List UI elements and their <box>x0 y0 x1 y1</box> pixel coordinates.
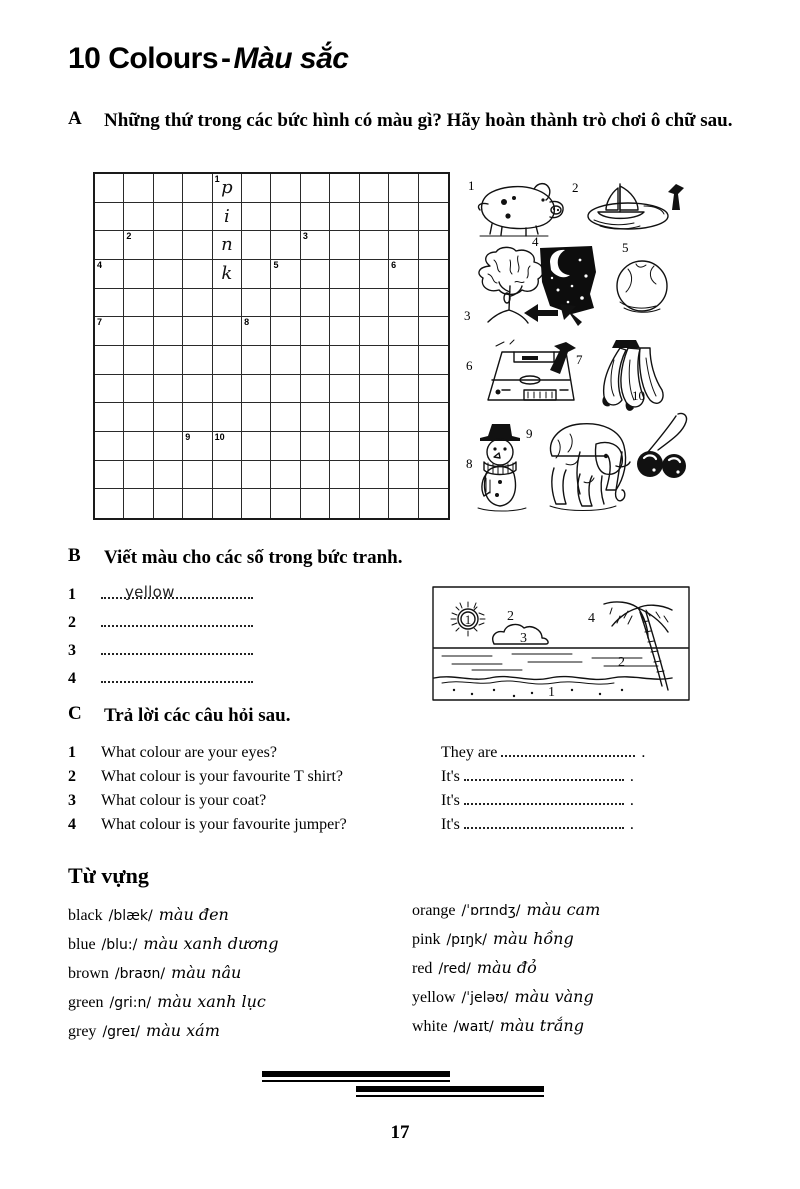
vocabulary-word: yellow <box>412 989 456 1006</box>
crossword-cell-r6-c12[interactable] <box>419 317 448 346</box>
section-c-answer-blank[interactable] <box>501 743 635 757</box>
crossword-cell-r7-c12[interactable] <box>419 346 448 375</box>
vocabulary-word: blue <box>68 936 96 953</box>
section-b-answer-text: yellow <box>125 583 175 601</box>
page-title-vietnamese: Màu sắc <box>233 42 349 75</box>
crossword-cell-r9-c9[interactable] <box>330 403 359 432</box>
picture-snowman <box>466 420 534 512</box>
picture-number-8: 8 <box>466 456 473 471</box>
vocabulary-pronunciation: /red/ <box>438 961 471 977</box>
crossword-cell-r2-c7[interactable] <box>271 203 300 232</box>
crossword-cell-r4-c6[interactable] <box>242 260 271 289</box>
crossword-cell-r6-c3[interactable] <box>154 317 183 346</box>
picture-cherries <box>632 388 692 486</box>
crossword-cell-r11-c4[interactable] <box>183 461 212 490</box>
footer-rule-upper-thick <box>262 1071 450 1077</box>
picture-number-4: 4 <box>532 234 539 249</box>
crossword-cell-r10-c2[interactable] <box>124 432 153 461</box>
picture-number-5: 5 <box>622 240 629 255</box>
crossword-cell-r11-c12[interactable] <box>419 461 448 490</box>
crossword-cell-r8-c9[interactable] <box>330 375 359 404</box>
crossword-cell-r1-c4[interactable] <box>183 174 212 203</box>
section-c-item-number: 3 <box>68 792 76 809</box>
crossword-cell-r8-c5[interactable] <box>213 375 242 404</box>
vocabulary-translation: màu cam <box>526 900 601 919</box>
picture-football-pitch <box>466 340 580 412</box>
crossword-cell-r3-c3[interactable] <box>154 231 183 260</box>
crossword-cell-r9-c8[interactable] <box>301 403 330 432</box>
vocabulary-column-right <box>412 900 742 1045</box>
section-c-answer <box>441 815 634 834</box>
vocabulary-translation: màu xanh dương <box>143 934 279 953</box>
crossword-cell-r8-c8[interactable] <box>301 375 330 404</box>
vocabulary-translation: màu vàng <box>514 987 594 1006</box>
crossword-clue-number: 1 <box>214 174 220 184</box>
crossword-cell-r2-c5[interactable] <box>213 203 242 232</box>
crossword-cell-r2-c10[interactable] <box>360 203 389 232</box>
vocabulary-translation: màu đen <box>158 905 229 924</box>
section-c-row <box>68 767 728 791</box>
section-c-answer <box>441 767 634 786</box>
crossword-cell-r11-c11[interactable] <box>389 461 418 490</box>
section-c-instruction: Trả lời các câu hỏi sau. <box>104 705 291 726</box>
crossword-cell-r4-c9[interactable] <box>330 260 359 289</box>
crossword-cell-r9-c4[interactable] <box>183 403 212 432</box>
crossword-filled-letter: n <box>221 234 233 256</box>
crossword-cell-r7-c7[interactable] <box>271 346 300 375</box>
section-c-answer-period: . <box>629 792 634 809</box>
crossword-clue-number: 8 <box>244 317 250 328</box>
section-c-row <box>68 743 728 767</box>
section-c-answer-lead: It's <box>441 816 460 833</box>
crossword-cell-r3-c5[interactable] <box>213 231 242 260</box>
crossword-cell-r12-c6[interactable] <box>242 489 271 518</box>
beach-label-sky: 2 <box>507 609 514 624</box>
picture-number-2: 2 <box>572 180 579 195</box>
footer-rule-lower-thick <box>356 1086 544 1092</box>
crossword-cell-r5-c7[interactable] <box>271 289 300 318</box>
crossword-cell-r1-c2[interactable] <box>124 174 153 203</box>
crossword-cell-r7-c10[interactable] <box>360 346 389 375</box>
crossword-cell-r4-c2[interactable] <box>124 260 153 289</box>
section-a-instruction: Những thứ trong các bức hình có màu gì? Hãy hoàn thành trò chơi ô chữ sau. <box>104 110 733 131</box>
vocabulary-entry <box>412 1016 742 1045</box>
crossword-cell-r6-c6[interactable] <box>242 317 271 346</box>
vocabulary-word: grey <box>68 1023 97 1040</box>
section-b-answer-list <box>68 583 398 695</box>
crossword-cell-r10-c12[interactable] <box>419 432 448 461</box>
vocabulary-word: green <box>68 994 104 1011</box>
vocabulary-word: red <box>412 960 433 977</box>
crossword-cell-r3-c6[interactable] <box>242 231 271 260</box>
crossword-cell-r9-c2[interactable] <box>124 403 153 432</box>
crossword-cell-r2-c2[interactable] <box>124 203 153 232</box>
crossword-cell-r8-c3[interactable] <box>154 375 183 404</box>
crossword-cell-r4-c10[interactable] <box>360 260 389 289</box>
page-title-dash: - <box>221 42 231 75</box>
section-b-letter: B <box>68 545 81 566</box>
crossword-cell-r3-c4[interactable] <box>183 231 212 260</box>
crossword-cell-r8-c1[interactable] <box>95 375 124 404</box>
picture-sailing-boat-on-water <box>572 176 688 238</box>
crossword-cell-r7-c11[interactable] <box>389 346 418 375</box>
section-b-row <box>68 639 398 667</box>
crossword-cell-r11-c3[interactable] <box>154 461 183 490</box>
vocabulary-pronunciation: /ˈɒrɪndʒ/ <box>461 903 521 919</box>
crossword-cell-r3-c8[interactable] <box>301 231 330 260</box>
vocabulary-entry <box>68 934 398 963</box>
section-b-answer-blank[interactable] <box>101 667 253 683</box>
section-b-heading <box>68 545 568 570</box>
section-b-row <box>68 583 398 611</box>
crossword-cell-r6-c8[interactable] <box>301 317 330 346</box>
section-c-answer-period: . <box>629 816 634 833</box>
section-c-row <box>68 815 728 839</box>
crossword-cell-r8-c6[interactable] <box>242 375 271 404</box>
section-b-answer-blank[interactable] <box>101 639 253 655</box>
crossword-cell-r3-c12[interactable] <box>419 231 448 260</box>
crossword-cell-r12-c7[interactable] <box>271 489 300 518</box>
vocabulary-word: pink <box>412 931 441 948</box>
crossword-grid[interactable] <box>93 172 450 520</box>
crossword-cell-r2-c11[interactable] <box>389 203 418 232</box>
crossword-cell-r12-c5[interactable] <box>213 489 242 518</box>
crossword-cell-r1-c6[interactable] <box>242 174 271 203</box>
crossword-cell-r9-c1[interactable] <box>95 403 124 432</box>
crossword-filled-letter: i <box>223 205 230 227</box>
section-a-letter: A <box>68 108 82 129</box>
picture-panel <box>462 168 690 520</box>
crossword-cell-r9-c11[interactable] <box>389 403 418 432</box>
section-b-item-number: 2 <box>68 614 76 631</box>
crossword-cell-r10-c10[interactable] <box>360 432 389 461</box>
crossword-cell-r11-c1[interactable] <box>95 461 124 490</box>
crossword-cell-r3-c1[interactable] <box>95 231 124 260</box>
vocabulary-pronunciation: /pɪŋk/ <box>446 932 487 948</box>
crossword-clue-number: 6 <box>391 259 397 270</box>
crossword-cell-r10-c4[interactable] <box>183 432 212 461</box>
section-b-row <box>68 667 398 695</box>
crossword-cell-r5-c6[interactable] <box>242 289 271 318</box>
crossword-cell-r1-c3[interactable] <box>154 174 183 203</box>
crossword-cell-r6-c10[interactable] <box>360 317 389 346</box>
crossword-cell-r5-c4[interactable] <box>183 289 212 318</box>
crossword-cell-r7-c8[interactable] <box>301 346 330 375</box>
crossword-cell-r1-c12[interactable] <box>419 174 448 203</box>
crossword-cell-r10-c9[interactable] <box>330 432 359 461</box>
vocabulary-word: brown <box>68 965 109 982</box>
crossword-cell-r1-c9[interactable] <box>330 174 359 203</box>
crossword-cell-r5-c1[interactable] <box>95 289 124 318</box>
crossword-cell-r12-c12[interactable] <box>419 489 448 518</box>
vocabulary-entry <box>68 992 398 1021</box>
crossword-cell-r12-c11[interactable] <box>389 489 418 518</box>
picture-pig <box>470 176 570 238</box>
crossword-cell-r12-c3[interactable] <box>154 489 183 518</box>
vocabulary-pronunciation: /braʊn/ <box>114 966 166 982</box>
section-c-item-number: 1 <box>68 744 76 761</box>
vocabulary-column-left <box>68 905 398 1050</box>
section-c-row <box>68 791 728 815</box>
vocabulary-entry <box>68 905 398 934</box>
crossword-cell-r6-c2[interactable] <box>124 317 153 346</box>
crossword-cell-r12-c4[interactable] <box>183 489 212 518</box>
crossword-cell-r5-c10[interactable] <box>360 289 389 318</box>
crossword-cell-r11-c9[interactable] <box>330 461 359 490</box>
vocabulary-word: orange <box>412 902 456 919</box>
crossword-cell-r3-c7[interactable] <box>271 231 300 260</box>
section-b-answer-blank[interactable] <box>101 583 253 599</box>
section-c-question: What colour is your favourite T shirt? <box>101 768 344 785</box>
crossword-cell-r1-c11[interactable] <box>389 174 418 203</box>
crossword-cell-r4-c4[interactable] <box>183 260 212 289</box>
page-number: 17 <box>390 1122 410 1143</box>
section-c-answer-lead: It's <box>441 768 460 785</box>
crossword-cell-r1-c7[interactable] <box>271 174 300 203</box>
crossword-cell-r4-c12[interactable] <box>419 260 448 289</box>
crossword-cell-r4-c8[interactable] <box>301 260 330 289</box>
section-c-question-list <box>68 743 728 839</box>
crossword-cell-r4-c1[interactable] <box>95 260 124 289</box>
crossword-cell-r9-c12[interactable] <box>419 403 448 432</box>
vocabulary-pronunciation: /gri:n/ <box>109 995 152 1011</box>
crossword-cell-r9-c5[interactable] <box>213 403 242 432</box>
crossword-cell-r5-c2[interactable] <box>124 289 153 318</box>
crossword-cell-r4-c7[interactable] <box>271 260 300 289</box>
page-title <box>68 42 348 76</box>
crossword-cell-r1-c8[interactable] <box>301 174 330 203</box>
picture-number-6: 6 <box>466 358 473 373</box>
crossword-cell-r8-c12[interactable] <box>419 375 448 404</box>
picture-number-3: 3 <box>464 308 471 323</box>
vocabulary-entry <box>412 929 742 958</box>
picture-night-sky-with-moon <box>532 234 600 328</box>
crossword-cell-r4-c3[interactable] <box>154 260 183 289</box>
crossword-cell-r7-c1[interactable] <box>95 346 124 375</box>
crossword-cell-r10-c5[interactable] <box>213 432 242 461</box>
crossword-clue-number: 10 <box>214 431 225 442</box>
page-title-english: 10 Colours <box>68 42 219 75</box>
crossword-cell-r10-c1[interactable] <box>95 432 124 461</box>
crossword-cell-r1-c5[interactable] <box>213 174 242 203</box>
crossword-cell-r11-c2[interactable] <box>124 461 153 490</box>
crossword-cell-r12-c9[interactable] <box>330 489 359 518</box>
crossword-cell-r7-c6[interactable] <box>242 346 271 375</box>
vocabulary-translation: màu trắng <box>499 1016 584 1035</box>
crossword-cell-r8-c4[interactable] <box>183 375 212 404</box>
crossword-cell-r7-c3[interactable] <box>154 346 183 375</box>
crossword-cell-r8-c7[interactable] <box>271 375 300 404</box>
crossword-cell-r3-c9[interactable] <box>330 231 359 260</box>
section-b-item-number: 1 <box>68 586 76 603</box>
crossword-cell-r2-c12[interactable] <box>419 203 448 232</box>
section-b-instruction: Viết màu cho các số trong bức tranh. <box>104 547 403 568</box>
vocabulary-entry <box>412 958 742 987</box>
crossword-clue-number: 4 <box>97 259 103 270</box>
beach-label-cloud: 3 <box>520 631 527 646</box>
crossword-clue-number: 5 <box>273 259 279 270</box>
section-c-heading <box>68 703 568 728</box>
crossword-clue-number: 2 <box>126 231 132 242</box>
footer-rule-upper-thin <box>262 1080 450 1082</box>
section-b-answer-blank[interactable] <box>101 611 253 627</box>
crossword-cell-r10-c6[interactable] <box>242 432 271 461</box>
vocabulary-pronunciation: /ˈjeləʊ/ <box>461 990 509 1006</box>
crossword-cell-r10-c8[interactable] <box>301 432 330 461</box>
vocabulary-pronunciation: /blæk/ <box>108 908 153 924</box>
section-c-letter: C <box>68 703 82 724</box>
crossword-cell-r5-c11[interactable] <box>389 289 418 318</box>
vocabulary-entry <box>68 1021 398 1050</box>
crossword-clue-number: 3 <box>302 231 308 242</box>
picture-elephant <box>526 416 636 512</box>
section-b-item-number: 4 <box>68 670 76 687</box>
crossword-cell-r8-c2[interactable] <box>124 375 153 404</box>
crossword-cell-r11-c10[interactable] <box>360 461 389 490</box>
crossword-cell-r6-c9[interactable] <box>330 317 359 346</box>
crossword-cell-r4-c5[interactable] <box>213 260 242 289</box>
crossword-cell-r10-c3[interactable] <box>154 432 183 461</box>
crossword-cell-r2-c9[interactable] <box>330 203 359 232</box>
section-c-item-number: 4 <box>68 816 76 833</box>
section-c-answer <box>441 743 645 762</box>
crossword-cell-r3-c2[interactable] <box>124 231 153 260</box>
crossword-cell-r5-c9[interactable] <box>330 289 359 318</box>
section-c-item-number: 2 <box>68 768 76 785</box>
section-c-answer-period: . <box>629 768 634 785</box>
crossword-clue-number: 7 <box>97 317 103 328</box>
section-b-item-number: 3 <box>68 642 76 659</box>
crossword-clue-number: 9 <box>185 431 191 442</box>
crossword-cell-r1-c1[interactable] <box>95 174 124 203</box>
section-b-row <box>68 611 398 639</box>
section-a-heading <box>68 108 748 133</box>
section-c-answer <box>441 791 634 810</box>
vocabulary-word: white <box>412 1018 448 1035</box>
crossword-cell-r8-c11[interactable] <box>389 375 418 404</box>
crossword-cell-r11-c5[interactable] <box>213 461 242 490</box>
crossword-cell-r6-c5[interactable] <box>213 317 242 346</box>
crossword-cell-r3-c10[interactable] <box>360 231 389 260</box>
crossword-cell-r2-c1[interactable] <box>95 203 124 232</box>
crossword-cell-r5-c12[interactable] <box>419 289 448 318</box>
beach-label-sand: 1 <box>548 685 555 700</box>
crossword-cell-r1-c10[interactable] <box>360 174 389 203</box>
crossword-cell-r10-c11[interactable] <box>389 432 418 461</box>
crossword-cell-r10-c7[interactable] <box>271 432 300 461</box>
vocabulary-translation: màu hồng <box>492 929 574 948</box>
crossword-cell-r6-c4[interactable] <box>183 317 212 346</box>
crossword-cell-r9-c6[interactable] <box>242 403 271 432</box>
section-c-answer-blank[interactable] <box>464 767 624 781</box>
vocabulary-translation: màu nâu <box>171 963 242 982</box>
section-c-answer-lead: It's <box>441 792 460 809</box>
picture-number-10: 10 <box>632 388 645 403</box>
crossword-cell-r5-c5[interactable] <box>213 289 242 318</box>
beach-label-palm: 4 <box>588 611 595 626</box>
crossword-cell-r11-c7[interactable] <box>271 461 300 490</box>
crossword-cell-r12-c8[interactable] <box>301 489 330 518</box>
vocabulary-translation: màu đỏ <box>476 958 537 977</box>
crossword-cell-r6-c11[interactable] <box>389 317 418 346</box>
crossword-cell-r3-c11[interactable] <box>389 231 418 260</box>
section-c-question: What colour is your favourite jumper? <box>101 816 347 833</box>
vocabulary-pronunciation: /greɪ/ <box>102 1024 141 1040</box>
vocabulary-title: Từ vựng <box>68 863 149 888</box>
beach-label-sea: 2 <box>618 655 625 670</box>
beach-picture <box>432 586 690 701</box>
crossword-cell-r9-c3[interactable] <box>154 403 183 432</box>
crossword-cell-r7-c2[interactable] <box>124 346 153 375</box>
section-c-question: What colour is your coat? <box>101 792 267 809</box>
crossword-cell-r2-c3[interactable] <box>154 203 183 232</box>
picture-number-1: 1 <box>468 178 475 193</box>
section-c-answer-blank[interactable] <box>464 815 624 829</box>
picture-number-7: 7 <box>576 352 583 367</box>
crossword-cell-r8-c10[interactable] <box>360 375 389 404</box>
crossword-cell-r9-c10[interactable] <box>360 403 389 432</box>
beach-label-sun: 1 <box>464 612 472 627</box>
crossword-cell-r12-c2[interactable] <box>124 489 153 518</box>
crossword-cell-r11-c8[interactable] <box>301 461 330 490</box>
vocabulary-entry <box>68 963 398 992</box>
crossword-cell-r2-c6[interactable] <box>242 203 271 232</box>
crossword-cell-r11-c6[interactable] <box>242 461 271 490</box>
crossword-filled-letter: p <box>221 177 233 198</box>
vocabulary-word: black <box>68 907 103 924</box>
section-c-answer-period: . <box>641 744 646 761</box>
picture-orange <box>614 240 672 318</box>
crossword-cell-r5-c3[interactable] <box>154 289 183 318</box>
vocabulary-translation: màu xanh lục <box>157 992 266 1011</box>
vocabulary-pronunciation: /blu:/ <box>101 937 138 953</box>
vocabulary-translation: màu xám <box>146 1021 220 1040</box>
section-c-question: What colour are your eyes? <box>101 744 277 761</box>
crossword-cell-r6-c7[interactable] <box>271 317 300 346</box>
crossword-cell-r2-c4[interactable] <box>183 203 212 232</box>
vocabulary-entry <box>412 987 742 1016</box>
section-c-answer-blank[interactable] <box>464 791 624 805</box>
crossword-cell-r9-c7[interactable] <box>271 403 300 432</box>
crossword-cell-r2-c8[interactable] <box>301 203 330 232</box>
crossword-cell-r7-c5[interactable] <box>213 346 242 375</box>
section-c-answer-lead: They are <box>441 744 498 761</box>
crossword-cell-r4-c11[interactable] <box>389 260 418 289</box>
crossword-cell-r12-c10[interactable] <box>360 489 389 518</box>
picture-number-9: 9 <box>526 426 533 441</box>
crossword-cell-r6-c1[interactable] <box>95 317 124 346</box>
crossword-filled-letter: k <box>221 262 233 284</box>
crossword-cell-r7-c4[interactable] <box>183 346 212 375</box>
crossword-cell-r12-c1[interactable] <box>95 489 124 518</box>
crossword-cell-r5-c8[interactable] <box>301 289 330 318</box>
vocabulary-pronunciation: /waɪt/ <box>453 1019 494 1035</box>
crossword-cell-r7-c9[interactable] <box>330 346 359 375</box>
vocabulary-entry <box>412 900 742 929</box>
footer-rule-lower-thin <box>356 1095 544 1097</box>
